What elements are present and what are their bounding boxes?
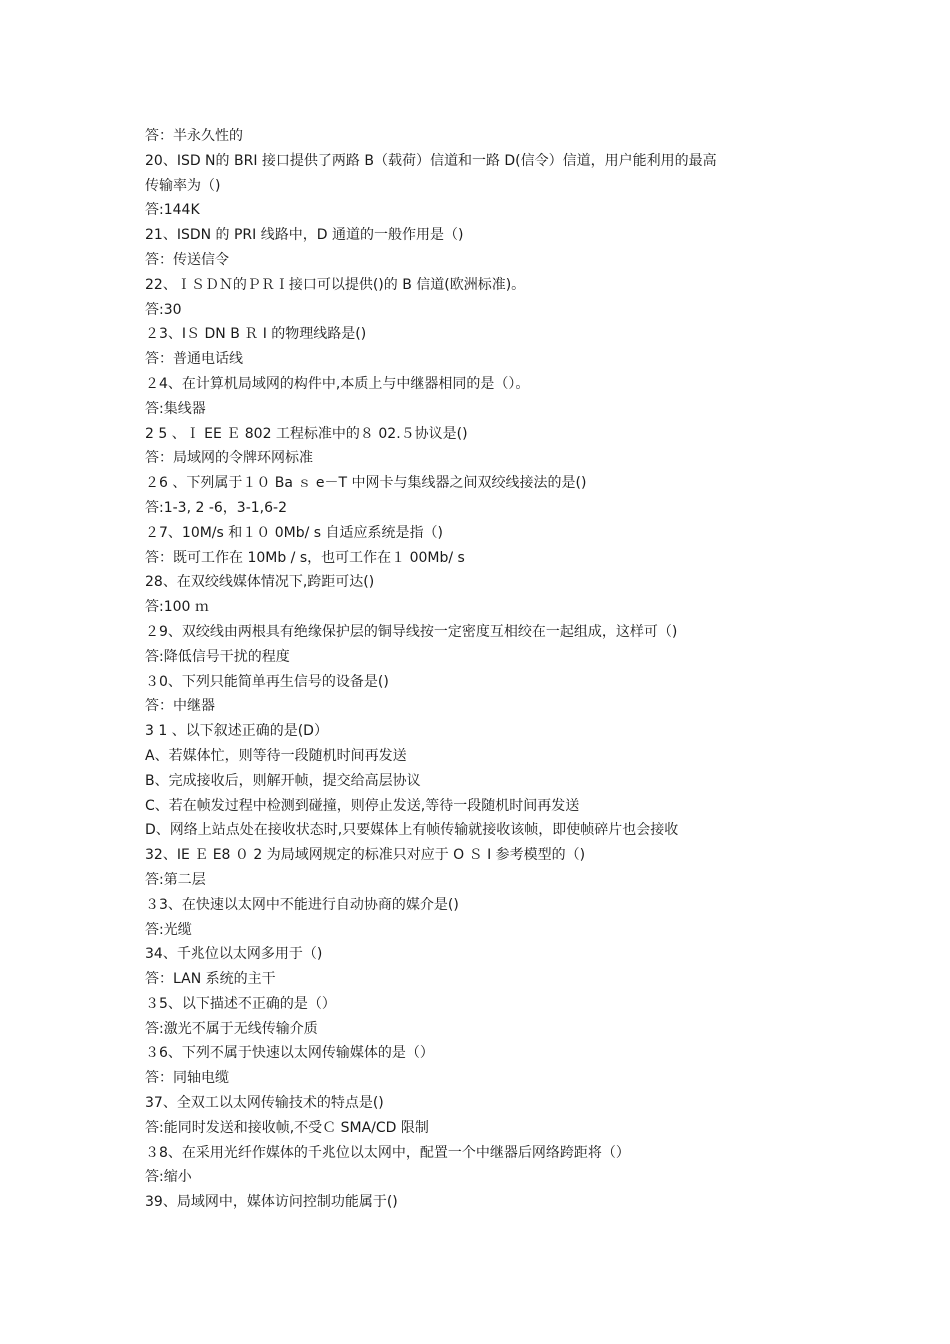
text-line: 答:光缆 [145,921,192,938]
text-line: ２9、双绞线由两根具有绝缘保护层的铜导线按一定密度互相绞在一起组成，这样可（) [145,623,678,640]
text-line: 答：中继器 [145,698,215,715]
text-line: 答:30 [145,301,182,318]
text-line: ２4、在计算机局域网的构件中,本质上与中继器相同的是（）。 [145,375,530,392]
text-line: 21、ISDN 的 PRI 线路中，D 通道的一般作用是（) [145,227,464,244]
text-line: 答:降低信号干扰的程度 [145,648,290,665]
text-line: 答：局域网的令牌环网标准 [145,450,313,467]
document-body [145,124,825,1215]
text-line: D、网络上站点处在接收状态时,只要媒体上有帧传输就接收该帧，即使帧碎片也会接收 [145,822,679,839]
text-line: 22、ＩＳＤＮ的ＰＲＩ接口可以提供()的 B 信道(欧洲标准)。 [145,276,526,293]
text-line: 答:能同时发送和接收帧,不受Ｃ SMA/CD 限制 [145,1119,429,1136]
text-line: 答:缩小 [145,1169,192,1186]
text-line: 37、全双工以太网传输技术的特点是() [145,1095,384,1112]
text-line: 答:第二层 [145,871,206,888]
text-line: 答:集线器 [145,400,206,417]
text-line: B、完成接收后，则解开帧，提交给高层协议 [145,772,421,789]
text-line: 34、千兆位以太网多用于（) [145,946,323,963]
text-line: 答：传送信令 [145,251,229,268]
text-line: 答:1-3, 2 -6，3-1,6-2 [145,499,287,516]
text-line: 答：LAN 系统的主干 [145,971,276,988]
text-line: 答:激光不属于无线传输介质 [145,1020,318,1037]
text-line: 3 1 、以下叙述正确的是(D） [145,723,328,740]
text-line: ３8、在采用光纤作媒体的千兆位以太网中，配置一个中继器后网络跨距将（） [145,1144,630,1161]
text-line: ２7、10M/s 和１０ 0Mb/ s 自适应系统是指（) [145,524,443,541]
text-line: C、若在帧发过程中检测到碰撞，则停止发送,等待一段随机时间再发送 [145,797,580,814]
text-line: 答：半永久性的 [145,128,243,144]
text-line: 32、IE Ｅ E8 ０ 2 为局域网规定的标准只对应于 O Ｓ I 参考模型的（) [145,847,586,864]
text-line: 28、在双绞线媒体情况下,跨距可达() [145,574,375,591]
text-line: 答：普通电话线 [145,351,243,368]
text-line: 传输率为（) [145,177,221,194]
text-line: ２6 、下列属于１０ Ba ｓ e－T 中网卡与集线器之间双绞线接法的是() [145,475,587,492]
text-line: 2 5 、Ｉ EE Ｅ 802 工程标准中的８ 02.５协议是() [145,425,468,442]
text-line: 答:144K [145,202,200,219]
text-line: ３3、在快速以太网中不能进行自动协商的媒介是() [145,896,459,913]
text-line: ２3、IＳ DN B Ｒ I 的物理线路是() [145,326,367,343]
text-line: 20、ISD N的 BRI 接口提供了两路 B（载荷）信道和一路 D(信令）信道，用户能利用的最高 [145,152,717,169]
text-line: 答：同轴电缆 [145,1070,229,1087]
text-line: ３5、以下描述不正确的是（） [145,995,336,1012]
text-line: 39、局域网中，媒体访问控制功能属于() [145,1194,398,1211]
text-line: 答：既可工作在 10Mb / s，也可工作在１ 00Mb/ s [145,549,465,566]
text-line: ３0、下列只能简单再生信号的设备是() [145,673,389,690]
text-line: A、若媒体忙，则等待一段随机时间再发送 [145,747,407,764]
text-line: 答:100 ｍ [145,599,209,616]
text-line: ３6、下列不属于快速以太网传输媒体的是（） [145,1045,434,1062]
